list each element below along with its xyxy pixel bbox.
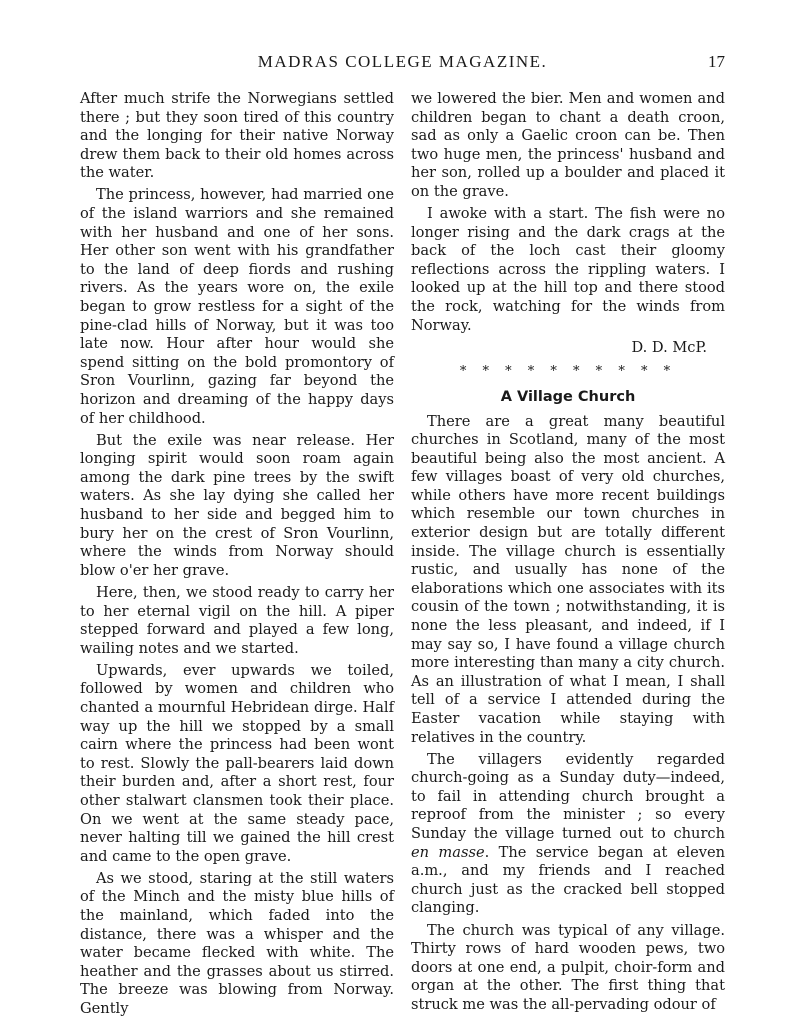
section-separator: * * * * * * * * * * xyxy=(459,364,677,380)
paragraph: The princess, however, had married one of the island warriors and she remained with her husband and one of her sons. Her other son went with his grandfather to the land of deep fiords and rushing rivers. As the years wore on, the exile began to grow restless for a sight of the pine-clad hills of Norway, but it was too late now. Hour after hour would she spend sitting on the bold promontory of Sron Vourlinn, gazing far beyond the horizon and dreaming of the happy days of her childhood. xyxy=(80,186,394,427)
right-column xyxy=(411,90,725,1018)
page-number: 17 xyxy=(708,52,725,71)
section-title: A Village Church xyxy=(500,388,636,405)
author-signature: D. D. McP. xyxy=(631,338,707,356)
paragraph: The church was typical of any village. Thirty rows of hard wooden pews, two doors at one end, a pulpit, choir-form and organ at the other. The first thing that struck me was the all-pervading odour of xyxy=(411,921,725,1013)
paragraph-text: . The service began at eleven a.m., and my friends and I reached church just as the cracked bell stopped clanging. xyxy=(411,843,725,917)
running-title: MADRAS COLLEGE MAGAZINE. xyxy=(257,52,548,71)
paragraph xyxy=(411,751,725,918)
paragraph-text: The villagers evidently regarded church-going as a Sunday duty—indeed, to fail in attending church brought a reproof from the minister ; so every Sunday the village turned out to church xyxy=(411,750,725,843)
paragraph: Upwards, ever upwards we toiled, followed by women and children who chanted a mournful Hebridean dirge. Half way up the hill we stopped by a small cairn where the princess had been wont to rest. Slowly the pall-bearers laid down their burden and, after a short rest, four other stalwart clansmen took their place. On we went at the same steady pace, never halting till we gained the hill crest and came to the open grave. xyxy=(80,661,394,865)
paragraph: As we stood, staring at the still waters of the Minch and the misty blue hills of the mainland, which faded into the distance, there was a whisper and the water became flecked with white. The heather and the grasses about us stirred. The breeze was blowing from Norway. Gently xyxy=(80,869,394,1017)
paragraph: we lowered the bier. Men and women and children began to chant a death croon, sad as only a Gaelic croon can be. Then two huge men, the princess' husband and her son, rolled up a boulder and placed it on the grave. xyxy=(411,90,725,200)
paragraph: I awoke with a start. The fish were no longer rising and the dark crags at the back of the loch cast their gloomy reflections across the rippling waters. I looked up at the hill top and there stood the rock, watching for the winds from Norway. xyxy=(411,205,725,334)
paragraph: After much strife the Norwegians settled there ; but they soon tired of this country and the longing for their native Norway drew them back to their old homes across the water. xyxy=(80,90,394,182)
page-header xyxy=(80,48,725,76)
italic-phrase: en masse xyxy=(411,843,485,861)
paragraph: There are a great many beautiful churches in Scotland, many of the most beautiful being also the most ancient. A few villages boast of very old churches, while others have more recent buildings which resemble our town churches in exterior design but are totally different inside. The village church is essentially rustic, and usually has none of the elaborations which one associates with its cousin of the town ; notwithstanding, it is none the less pleasant, and indeed, if I may say so, I have found a village church more interesting than many a city church. As an illustration of what I mean, I shall tell of a service I attended during the Easter vacation while staying with relatives in the country. xyxy=(411,412,725,746)
left-column xyxy=(80,90,394,1022)
paragraph: Here, then, we stood ready to carry her to her eternal vigil on the hill. A piper stepped forward and played a few long, wailing notes and we started. xyxy=(80,583,394,657)
paragraph: But the exile was near release. Her longing spirit would soon roam again among the dark pine trees by the swift waters. As she lay dying she called her husband to her side and begged him to bury her on the crest of Sron Vourlinn, where the winds from Norway should blow o'er her grave. xyxy=(80,431,394,579)
